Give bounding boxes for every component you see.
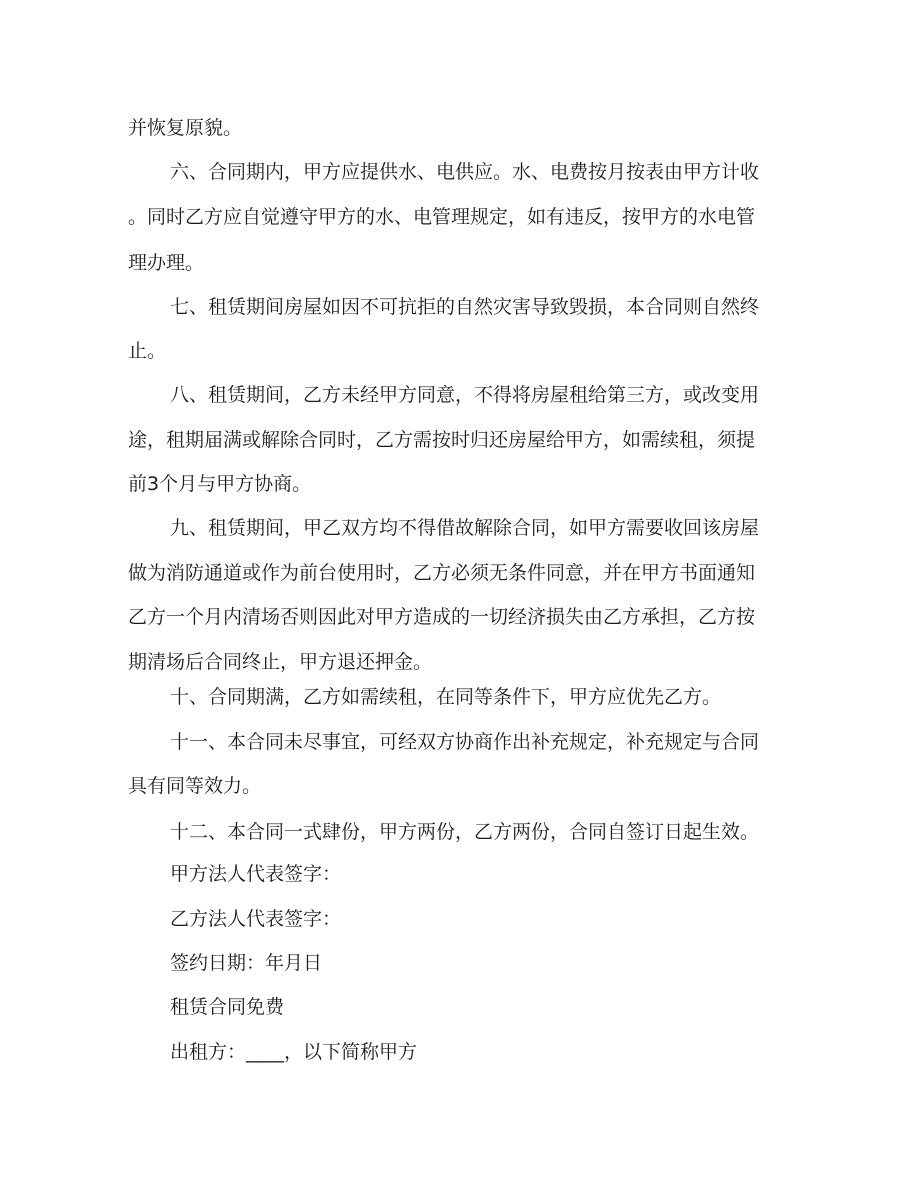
signature-label-party-b: 乙方法人代表签字：: [170, 908, 342, 930]
text-line: 八、租赁期间，乙方未经甲方同意，不得将房屋租给第三方，或改变用: [170, 384, 760, 406]
text-line: 六、合同期内，甲方应提供水、电供应。水、电费按月按表由甲方计收: [170, 161, 760, 183]
text-line: 前3个月与甲方协商。: [128, 473, 312, 495]
section-title: 租赁合同免费: [170, 996, 285, 1018]
text-line: 止。: [128, 340, 167, 362]
text-line: 理办理。: [128, 252, 205, 274]
text-line: 十、合同期满，乙方如需续租，在同等条件下，甲方应优先乙方。: [170, 686, 722, 708]
signature-label-party-a: 甲方法人代表签字：: [170, 863, 342, 885]
text-line: 十一、本合同未尽事宜，可经双方协商作出补充规定，补充规定与合同: [170, 731, 760, 753]
text-line: 途，租期届满或解除合同时，乙方需按时归还房屋给甲方，如需续租，须提: [128, 429, 756, 451]
text-line: 具有同等效力。: [128, 775, 262, 797]
text-line: 七、租赁期间房屋如因不可抗拒的自然灾害导致毁损，本合同则自然终: [170, 296, 760, 318]
text-line: 。同时乙方应自觉遵守甲方的水、电管理规定，如有违反，按甲方的水电管: [128, 206, 756, 228]
text-line: 并恢复原貌。: [128, 117, 243, 139]
signing-date-label: 签约日期：年月日: [170, 952, 323, 974]
text-line: 期清场后合同终止，甲方退还押金。: [128, 651, 433, 673]
text-line: 九、租赁期间，甲乙双方均不得借故解除合同，如甲方需要收回该房屋: [170, 517, 760, 539]
lessor-line: 出租方：____，以下简称甲方: [170, 1041, 418, 1063]
text-line: 乙方一个月内清场否则因此对甲方造成的一切经济损失由乙方承担，乙方按: [128, 606, 756, 628]
text-line: 十二、本合同一式肆份，甲方两份，乙方两份，合同自签订日起生效。: [170, 821, 760, 843]
text-line: 做为消防通道或作为前台使用时，乙方必须无条件同意，并在甲方书面通知: [128, 562, 756, 584]
